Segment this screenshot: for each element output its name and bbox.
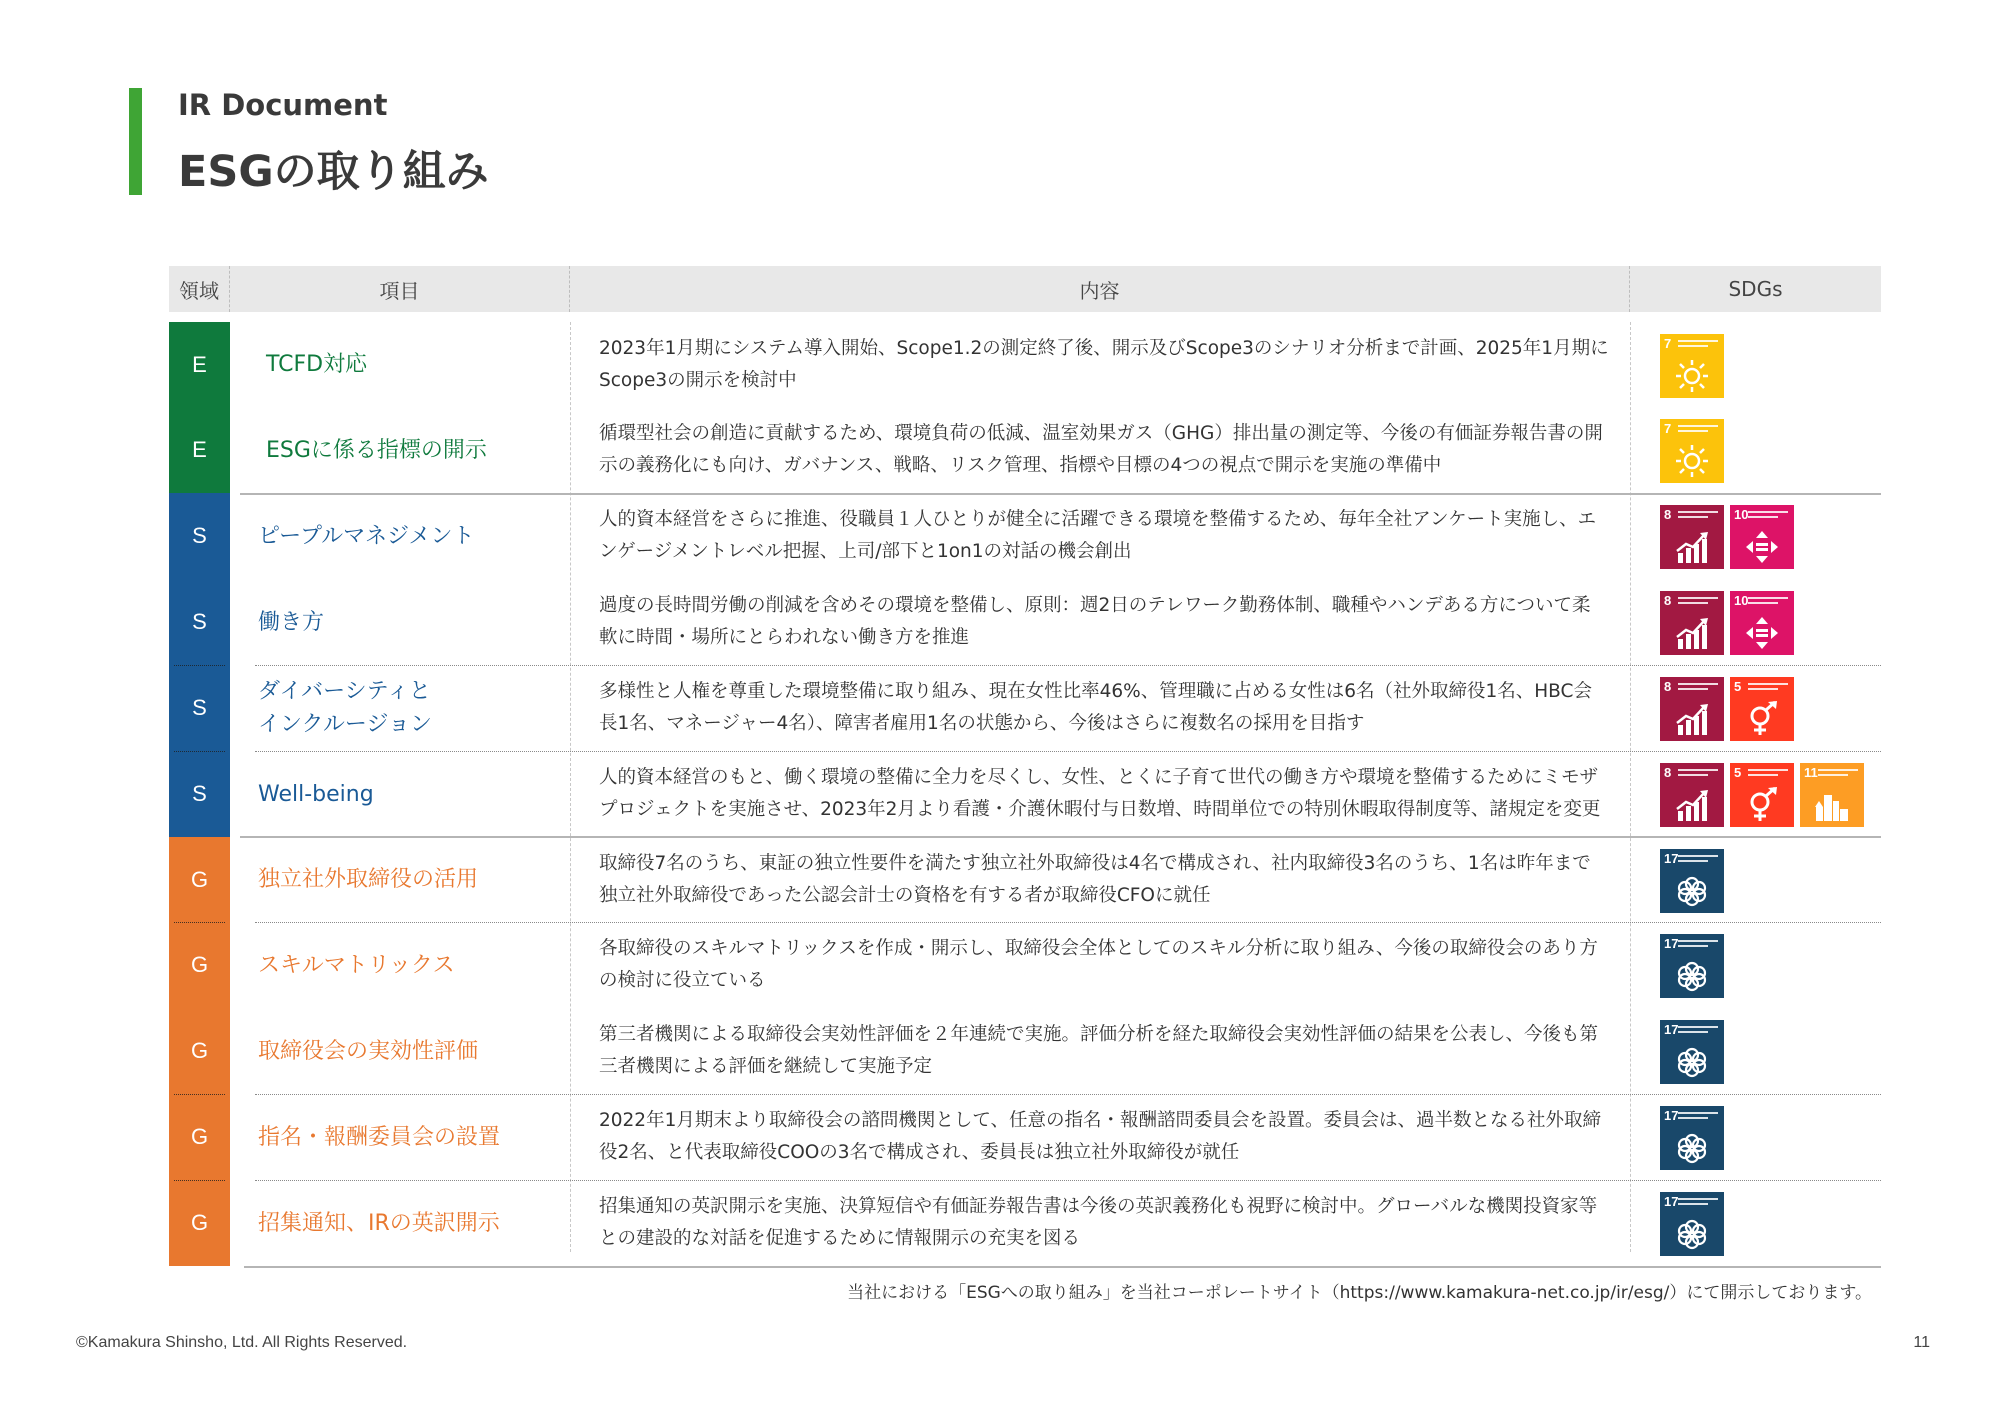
category-cell-g: G	[169, 1180, 230, 1266]
item-name: 取締役会の実効性評価	[258, 1038, 479, 1064]
sdg-goal-number: 7	[1664, 336, 1672, 351]
item-name: ピープルマネジメント	[258, 523, 475, 549]
sdg-goal-number: 11	[1804, 765, 1818, 780]
column-divider	[570, 322, 571, 1252]
category-cell-g: G	[169, 1008, 230, 1094]
sdg-17-icon	[1660, 1192, 1724, 1256]
page-subtitle: IR Document	[178, 88, 388, 122]
sdg-icons	[1660, 505, 1794, 569]
category-cell-g: G	[169, 837, 230, 922]
column-header-sdgs: SDGs	[1630, 266, 1881, 312]
item-name: 独立社外取締役の活用	[258, 867, 479, 892]
item-description: 2022年1月期末より取締役会の諮問機関として、任意の指名・報酬諮問委員会を設置。委員会は、過半数となる社外取締役2名、と代表取締役COOの3名で構成され、委員長は独立社外取締役が就任	[599, 1110, 1601, 1163]
sdg-10-icon	[1730, 505, 1794, 569]
sdg-goal-number: 8	[1664, 765, 1672, 780]
item-name: ESGに係る指標の開示	[266, 437, 487, 463]
sdg-icons	[1660, 1106, 1724, 1170]
sdg-8-icon	[1660, 677, 1724, 741]
sdg-goal-number: 17	[1664, 1108, 1679, 1123]
item-description: 多様性と人権を尊重した環境整備に取り組み、現在女性比率46%、管理職に占める女性は6名（社外取締役1名、HBC会長1名、マネージャー4名）、障害者雇用1名の状態から、今後はさらに複数名の採用を目指す	[599, 681, 1592, 734]
sdg-17-icon	[1660, 934, 1724, 998]
sdg-goal-number: 8	[1664, 679, 1672, 694]
sdg-goal-number: 17	[1664, 1022, 1679, 1037]
category-cell-g: G	[169, 1094, 230, 1180]
category-divider	[174, 1094, 225, 1095]
table-bottom-border	[244, 1266, 1881, 1268]
item-description: 人的資本経営をさらに推進、役職員１人ひとりが健全に活躍できる環境を整備するため、毎年全社アンケート実施し、エンゲージメントレベル把握、上司/部下と1on1の対話の機会創出	[599, 509, 1597, 562]
column-header-item: 項目	[230, 266, 570, 312]
sdg-icons	[1660, 934, 1724, 998]
sdg-17-icon	[1660, 1106, 1724, 1170]
item-name: 指名・報酬委員会の設置	[258, 1124, 501, 1150]
item-description: 各取締役のスキルマトリックスを作成・開示し、取締役会全体としてのスキル分析に取り組み、今後の取締役会のあり方の検討に役立ている	[599, 938, 1598, 991]
sdg-7-icon	[1660, 419, 1724, 483]
category-cell-s: S	[169, 579, 230, 665]
column-divider	[1630, 322, 1631, 1252]
page-number: 11	[1913, 1334, 1930, 1351]
item-name: 招集通知、IRの英訳開示	[258, 1210, 500, 1236]
sdg-5-icon	[1730, 763, 1794, 827]
sdg-goal-number: 7	[1664, 421, 1672, 436]
category-divider	[174, 1180, 225, 1181]
item-description: 第三者機関による取締役会実効性評価を２年連続で実施。評価分析を経た取締役会実効性評価の結果を公表し、今後も第三者機関による評価を継続して実施予定	[599, 1024, 1599, 1077]
category-divider	[174, 665, 225, 666]
sdg-goal-number: 5	[1734, 679, 1742, 694]
category-cell-s: S	[169, 493, 230, 579]
sdg-icons	[1660, 849, 1724, 913]
sdg-icons	[1660, 763, 1864, 827]
item-description: 過度の長時間労働の削減を含めその環境を整備し、原則：週2日のテレワーク勤務体制、職種やハンデある方について柔軟に時間・場所にとらわれない働き方を推進	[599, 595, 1591, 648]
sdg-8-icon	[1660, 505, 1724, 569]
copyright: ©Kamakura Shinsho, Ltd. All Rights Reserved.	[76, 1334, 408, 1351]
item-description: 招集通知の英訳開示を実施、決算短信や有価証券報告書は今後の英訳義務化も視野に検討中。グローバルな機関投資家等との建設的な対話を促進するために情報開示の充実を図る	[599, 1196, 1598, 1249]
category-divider	[174, 922, 225, 923]
sdg-icons	[1660, 591, 1794, 655]
sdg-goal-number: 5	[1734, 765, 1742, 780]
sdg-goal-number: 17	[1664, 936, 1679, 951]
sdg-17-icon	[1660, 849, 1724, 913]
sdg-7-icon	[1660, 334, 1724, 398]
sdg-17-icon	[1660, 1020, 1724, 1084]
category-divider	[174, 751, 225, 752]
sdg-8-icon	[1660, 591, 1724, 655]
item-description: 取締役7名のうち、東証の独立性要件を満たす独立社外取締役は4名で構成され、社内取締役3名のうち、1名は昨年まで独立社外取締役であった公認会計士の資格を有する者が取締役CFOに就任	[599, 852, 1591, 906]
sdg-goal-number: 17	[1664, 851, 1679, 866]
footnote: 当社における「ESGへの取り組み」を当社コーポレートサイト（https://www.kamakura-net.co.jp/ir/esg/）にて開示しております。	[847, 1283, 1872, 1303]
sdg-icons	[1660, 677, 1794, 741]
sdg-11-icon	[1800, 763, 1864, 827]
item-name: ダイバーシティと インクルージョン	[258, 679, 433, 737]
sdg-goal-number: 10	[1734, 593, 1749, 608]
item-name: スキルマトリックス	[258, 952, 455, 978]
sdg-icons	[1660, 1020, 1724, 1084]
sdg-icons	[1660, 1192, 1724, 1256]
category-cell-s: S	[169, 665, 230, 751]
sdg-10-icon	[1730, 591, 1794, 655]
sdg-goal-number: 8	[1664, 593, 1672, 608]
sdg-icons	[1660, 334, 1724, 398]
item-description: 循環型社会の創造に貢献するため、環境負荷の低減、温室効果ガス（GHG）排出量の測定等、今後の有価証券報告書の開示の義務化にも向け、ガバナンス、戦略、リスク管理、指標や目標の4つの視点で開示を実施の準備中	[599, 423, 1603, 476]
column-header-content: 内容	[570, 266, 1630, 312]
sdg-goal-number: 8	[1664, 507, 1672, 522]
sdg-8-icon	[1660, 763, 1724, 827]
item-name: TCFD対応	[266, 352, 368, 377]
title-accent-bar	[129, 88, 142, 195]
column-header-domain: 領域	[169, 266, 230, 312]
category-cell-e: E	[169, 322, 230, 407]
sdg-goal-number: 17	[1664, 1194, 1679, 1209]
category-cell-e: E	[169, 407, 230, 493]
item-description: 2023年1月期にシステム導入開始、Scope1.2の測定終了後、開示及びScope3のシナリオ分析まで計画、2025年1月期にScope3の開示を検討中	[599, 337, 1609, 391]
sdg-5-icon	[1730, 677, 1794, 741]
category-cell-g: G	[169, 922, 230, 1008]
item-name: Well-being	[258, 781, 374, 807]
category-cell-s: S	[169, 751, 230, 837]
item-description: 人的資本経営のもと、働く環境の整備に全力を尽くし、女性、とくに子育て世代の働き方や環境を整備するためにミモザプロジェクトを実施させ、2023年2月より看護・介護休暇付与日数増、時間単位での特別休暇取得制度等、諸規定を変更	[599, 767, 1601, 820]
item-name: 働き方	[258, 609, 325, 635]
sdg-icons	[1660, 419, 1724, 483]
page-title: ESGの取り組み	[178, 147, 489, 197]
sdg-goal-number: 10	[1734, 507, 1749, 522]
